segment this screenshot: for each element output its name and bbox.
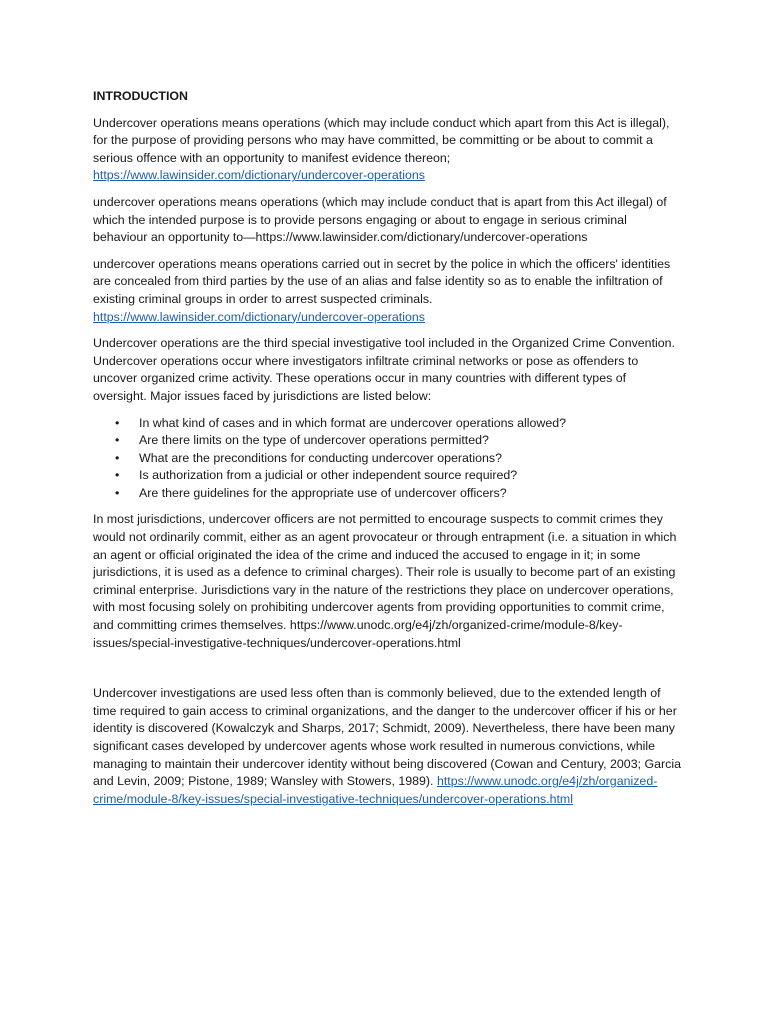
paragraph-definition-1-text: Undercover operations means operations (which may include conduct which apart from this Act is illegal), for the purpose of providing persons who may have committed, be committing or be about to commit a serious offence with an opportunity to manifest evidence thereon; <box>93 115 670 165</box>
document-heading: INTRODUCTION <box>93 89 188 103</box>
list-item <box>93 485 683 503</box>
bullet-icon: • <box>115 433 120 448</box>
list-item <box>93 467 683 485</box>
list-item-text: Are there guidelines for the appropriate use of undercover officers? <box>139 485 507 500</box>
unodc-link[interactable]: https://www.unodc.org/e4j/zh/organized-crime/module-8/key-issues/special-investigative-techniques/undercover-operations.html <box>93 774 658 806</box>
list-item-text: Are there limits on the type of undercover operations permitted? <box>139 433 489 448</box>
paragraph-definition-3 <box>93 256 683 326</box>
paragraph-jurisdictions: In most jurisdictions, undercover officers are not permitted to encourage suspects to commit crimes they would not ordinarily commit, either as an agent provocateur or through entrapment (i.e. a situation in which an agent or official originated the idea of the crime and induced the accused to engage in it; in some jurisdictions, it is used as a defence to criminal charges). Their role is usually to become part of an existing criminal enterprise. Jurisdictions vary in the nature of the restrictions they place on undercover operations, with most focusing solely on prohibiting undercover agents from providing opportunities to commit crime, and committing crimes themselves. https://www.unodc.org/e4j/zh/organized-crime/module-8/key-issues/special-investigative-techniques/undercover-operations.html <box>93 512 677 650</box>
paragraph-undercover-investigations-text: Undercover investigations are used less often than is commonly believed, due to the extended length of time required to gain access to criminal organizations, and the danger to the undercover officer if his or her identity is discovered (Kowalczyk and Sharps, 2017; Schmidt, 2009). Nevertheless, there have been many significant cases developed by undercover agents whose work resulted in numerous convictions, while managing to maintain their undercover identity without being discovered (Cowan and Century, 2003; Garcia and Levin, 2009; Pistone, 1989; Wansley with Stowers, 1989). <box>93 686 681 789</box>
paragraph-undercover-investigations <box>93 685 683 808</box>
paragraph-definition-2: undercover operations means operations (which may include conduct that is apart from this Act illegal) of which the intended purpose is to provide persons engaging or about to engage in serious criminal behaviour an opportunity to—https://www.lawinsider.com/dictionary/undercover-operations <box>93 194 667 245</box>
list-item-text: Is authorization from a judicial or other independent source required? <box>139 468 518 483</box>
paragraph-definition-3-text: undercover operations means operations carried out in secret by the police in which the officers' identities are concealed from third parties by the use of an alias and false identity so as to enable the infiltration of existing criminal groups in order to arrest suspected criminals. <box>93 256 671 306</box>
document-page <box>93 88 683 817</box>
bullet-icon: • <box>115 450 120 465</box>
bullet-icon: • <box>115 415 120 430</box>
lawinsider-link-1[interactable]: https://www.lawinsider.com/dictionary/undercover-operations <box>93 168 425 183</box>
list-item-text: What are the preconditions for conducting undercover operations? <box>139 450 502 465</box>
list-item <box>93 432 683 450</box>
bullet-icon: • <box>115 468 120 483</box>
list-item <box>93 450 683 468</box>
blank-line <box>93 661 683 685</box>
paragraph-special-investigative-tool: Undercover operations are the third special investigative tool included in the Organized Crime Convention. Undercover operations occur where investigators infiltrate criminal networks or pose as offenders to uncover organized crime activity. These operations occur in many countries with different types of oversight. Major issues faced by jurisdictions are listed below: <box>93 336 675 403</box>
lawinsider-link-3[interactable]: https://www.lawinsider.com/dictionary/undercover-operations <box>93 309 425 324</box>
list-item-text: In what kind of cases and in which format are undercover operations allowed? <box>139 415 567 430</box>
list-item <box>93 415 683 433</box>
issues-list <box>93 415 683 503</box>
bullet-icon: • <box>115 485 120 500</box>
paragraph-definition-1 <box>93 115 683 185</box>
